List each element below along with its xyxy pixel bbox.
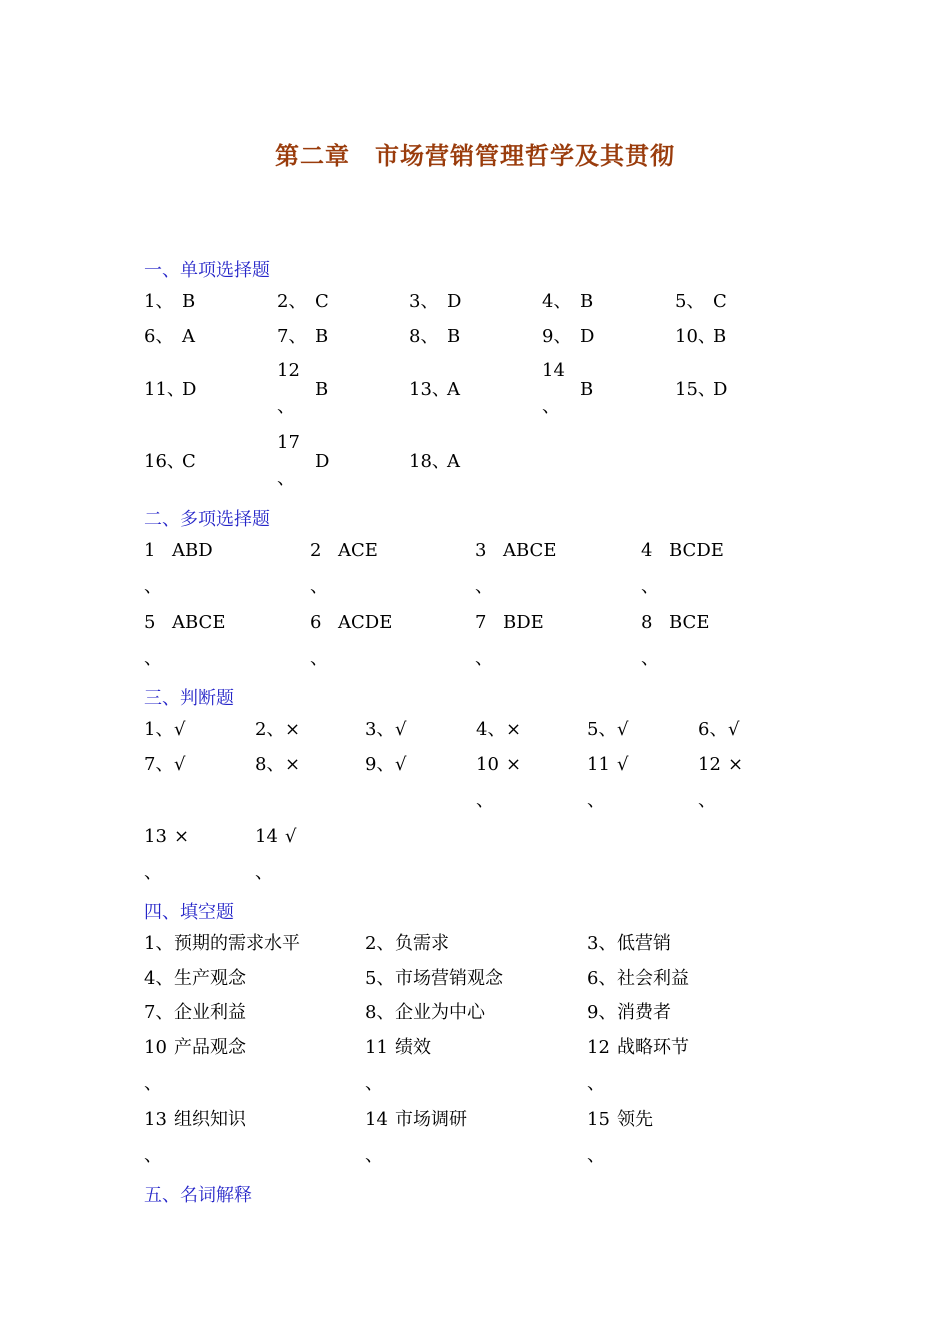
section-heading-terms: 五、名词解释 [144,1185,252,1206]
sc-ans-18: A [447,451,460,472]
sc-ans-7: B [315,326,329,347]
mc-ans-5: ABCE [172,612,226,633]
fb-ans-9: 消费者 [617,1002,671,1023]
fb-mark-14: 、 [365,1145,383,1166]
mc-num-2: 2 [310,540,322,561]
sc-ans-3: D [447,291,462,312]
fb-num-7: 7、 [144,1002,174,1023]
fb-num-3: 3、 [587,933,617,954]
fb-ans-1: 预期的需求水平 [174,933,300,954]
mc-mark-7: 、 [475,648,493,669]
tf-ans-6: √ [728,719,740,740]
tf-ans-3: √ [395,719,407,740]
fb-ans-6: 社会利益 [617,968,689,989]
sc-num-16: 16、 [144,451,185,472]
sc-num-11: 11、 [144,379,185,400]
fb-num-12: 12 [587,1037,610,1058]
section-heading-multi-choice: 二、多项选择题 [144,509,270,530]
tf-ans-13: × [174,826,190,847]
sc-ans-17: D [315,451,330,472]
fb-num-14: 14 [365,1109,388,1130]
sc-num-14: 14 [542,360,565,381]
sc-ans-5: C [713,291,727,312]
sc-num-9: 9、 [542,326,572,347]
tf-num-6: 6、 [698,719,728,740]
mc-ans-8: BCE [669,612,710,633]
mc-mark-3: 、 [475,576,493,597]
sc-ans-14: B [580,379,594,400]
tf-mark-13: 、 [144,862,162,883]
mc-mark-5: 、 [144,648,162,669]
fb-num-11: 11 [365,1037,388,1058]
sc-ans-9: D [580,326,595,347]
fb-num-1: 1、 [144,933,174,954]
tf-num-7: 7、 [144,754,174,775]
tf-ans-14: √ [285,826,297,847]
sc-ans-16: C [182,451,196,472]
fb-num-10: 10 [144,1037,167,1058]
sc-num-13: 13、 [409,379,450,400]
mc-num-3: 3 [475,540,487,561]
fb-mark-15: 、 [587,1145,605,1166]
mc-num-4: 4 [641,540,653,561]
tf-num-8: 8、 [255,754,285,775]
mc-mark-1: 、 [144,576,162,597]
tf-num-3: 3、 [365,719,395,740]
sc-num-2: 2、 [277,291,307,312]
section-heading-fill-blank: 四、填空题 [144,902,234,923]
fb-mark-12: 、 [587,1073,605,1094]
fb-ans-4: 生产观念 [174,968,246,989]
fb-ans-7: 企业利益 [174,1002,246,1023]
sc-ans-1: B [182,291,196,312]
mc-mark-6: 、 [310,648,328,669]
fb-ans-10: 产品观念 [174,1037,246,1058]
tf-num-1: 1、 [144,719,174,740]
sc-ans-11: D [182,379,197,400]
fb-ans-13: 组织知识 [174,1109,246,1130]
tf-num-5: 5、 [587,719,617,740]
tf-ans-11: √ [617,754,629,775]
sc-num-8: 8、 [409,326,439,347]
mc-num-1: 1 [144,540,156,561]
tf-num-14: 14 [255,826,278,847]
mc-ans-6: ACDE [338,612,393,633]
tf-mark-12: 、 [698,790,716,811]
sc-mark-14: 、 [542,396,560,417]
mc-ans-1: ABD [172,540,213,561]
mc-ans-4: BCDE [669,540,724,561]
mc-num-7: 7 [475,612,487,633]
tf-ans-2: × [285,719,301,740]
fb-ans-8: 企业为中心 [395,1002,485,1023]
tf-num-2: 2、 [255,719,285,740]
mc-ans-2: ACE [338,540,378,561]
fb-ans-5: 市场营销观念 [395,968,503,989]
section-heading-single-choice: 一、单项选择题 [144,260,270,281]
sc-ans-15: D [713,379,728,400]
fb-num-5: 5、 [365,968,395,989]
fb-num-8: 8、 [365,1002,395,1023]
sc-num-7: 7、 [277,326,307,347]
mc-mark-2: 、 [310,576,328,597]
sc-num-3: 3、 [409,291,439,312]
fb-ans-15: 领先 [617,1109,653,1130]
sc-num-15: 15、 [675,379,716,400]
fb-ans-2: 负需求 [395,933,449,954]
tf-num-9: 9、 [365,754,395,775]
sc-num-17: 17 [277,432,300,453]
fb-num-15: 15 [587,1109,610,1130]
fb-num-13: 13 [144,1109,167,1130]
fb-ans-11: 绩效 [395,1037,431,1058]
fb-num-6: 6、 [587,968,617,989]
chapter-title: 第二章 市场营销管理哲学及其贯彻 [275,142,675,170]
tf-num-10: 10 [476,754,499,775]
tf-ans-4: × [506,719,522,740]
fb-ans-12: 战略环节 [617,1037,689,1058]
sc-ans-12: B [315,379,329,400]
sc-num-18: 18、 [409,451,450,472]
mc-mark-4: 、 [641,576,659,597]
tf-num-13: 13 [144,826,167,847]
mc-ans-3: ABCE [503,540,557,561]
tf-ans-10: × [506,754,522,775]
sc-mark-12: 、 [277,396,295,417]
sc-ans-4: B [580,291,594,312]
sc-num-12: 12 [277,360,300,381]
fb-num-4: 4、 [144,968,174,989]
mc-mark-8: 、 [641,648,659,669]
fb-mark-10: 、 [144,1073,162,1094]
tf-num-11: 11 [587,754,610,775]
fb-mark-13: 、 [144,1145,162,1166]
fb-ans-3: 低营销 [617,933,671,954]
sc-ans-8: B [447,326,461,347]
sc-num-6: 6、 [144,326,174,347]
mc-ans-7: BDE [503,612,544,633]
mc-num-6: 6 [310,612,322,633]
sc-mark-17: 、 [277,468,295,489]
fb-num-9: 9、 [587,1002,617,1023]
tf-mark-11: 、 [587,790,605,811]
tf-ans-5: √ [617,719,629,740]
fb-num-2: 2、 [365,933,395,954]
mc-num-5: 5 [144,612,156,633]
sc-num-10: 10、 [675,326,716,347]
sc-num-1: 1、 [144,291,174,312]
sc-ans-10: B [713,326,727,347]
tf-ans-1: √ [174,719,186,740]
mc-num-8: 8 [641,612,653,633]
tf-mark-10: 、 [476,790,494,811]
tf-mark-14: 、 [255,862,273,883]
sc-num-4: 4、 [542,291,572,312]
tf-num-12: 12 [698,754,721,775]
tf-ans-8: × [285,754,301,775]
tf-ans-7: √ [174,754,186,775]
sc-ans-6: A [182,326,195,347]
sc-num-5: 5、 [675,291,705,312]
tf-ans-12: × [728,754,744,775]
fb-ans-14: 市场调研 [395,1109,467,1130]
tf-num-4: 4、 [476,719,506,740]
sc-ans-13: A [447,379,460,400]
section-heading-true-false: 三、判断题 [144,688,234,709]
fb-mark-11: 、 [365,1073,383,1094]
sc-ans-2: C [315,291,329,312]
tf-ans-9: √ [395,754,407,775]
